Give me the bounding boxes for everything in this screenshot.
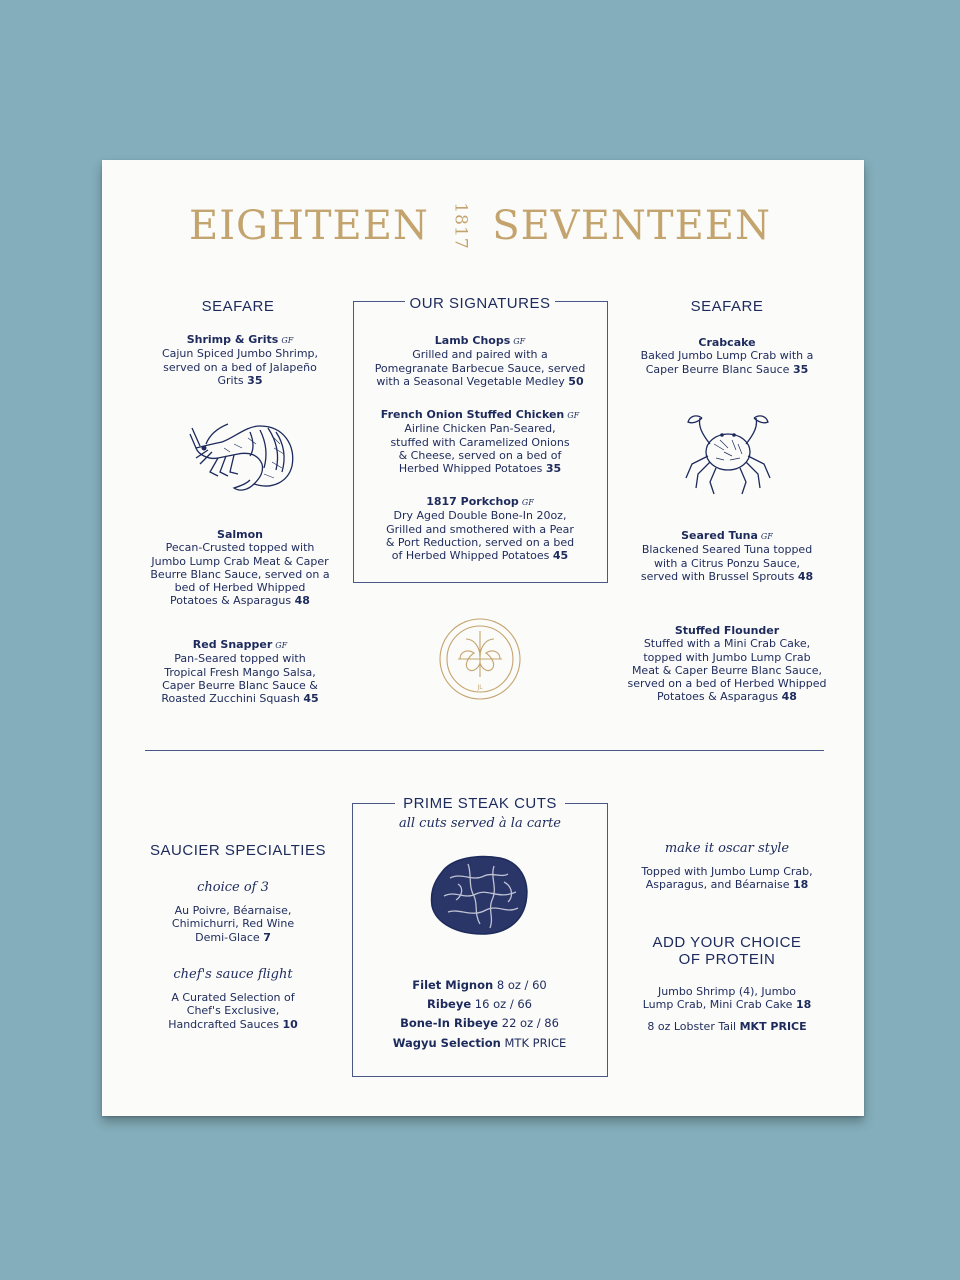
section-divider xyxy=(145,750,824,751)
gluten-free-badge: GF xyxy=(760,532,773,541)
protein-title xyxy=(617,934,837,968)
monogram-emblem xyxy=(438,617,522,701)
item-desc: with a Citrus Ponzu Sauce, xyxy=(653,556,801,570)
menu-item-seared-tuna xyxy=(617,529,837,583)
item-desc: Caper Beurre Blanc Sauce xyxy=(645,362,790,376)
item-desc: Demi-Glace xyxy=(195,930,260,944)
item-desc: Chimichurri, Red Wine xyxy=(171,917,295,931)
menu-item-salmon xyxy=(130,528,350,608)
steak-item xyxy=(352,1016,607,1030)
item-desc: Chef's Exclusive, xyxy=(186,1004,280,1018)
item-price: MKT PRICE xyxy=(739,1019,807,1033)
item-price: 35 xyxy=(545,462,562,476)
item-desc: Airline Chicken Pan-Seared, xyxy=(404,422,556,436)
item-desc: & Cheese, served on a bed of xyxy=(398,448,562,462)
item-desc: Meat & Caper Beurre Blanc Sauce, xyxy=(631,663,823,677)
item-name: Salmon xyxy=(217,528,263,541)
menu-item-lamb-chops xyxy=(360,334,600,388)
saucier-choice-label: choice of 3 xyxy=(197,880,269,895)
item-detail: 8 oz / 60 xyxy=(496,978,547,992)
item-price: 48 xyxy=(781,690,797,704)
brand-right: SEVENTEEN xyxy=(492,203,771,249)
item-price: 7 xyxy=(263,930,271,944)
item-name: French Onion Stuffed Chicken xyxy=(380,408,565,421)
brand-year: 1817 xyxy=(450,202,471,250)
item-name: Filet Mignon xyxy=(412,978,494,992)
item-desc: topped with Jumbo Lump Crab xyxy=(643,650,811,664)
item-desc: Pan-Seared topped with xyxy=(174,652,306,666)
saucier-choice-desc xyxy=(128,904,338,944)
item-name: Lamb Chops xyxy=(434,334,511,347)
item-name: Crabcake xyxy=(698,336,756,349)
item-price: 35 xyxy=(247,373,263,387)
item-name: Bone-In Ribeye xyxy=(400,1016,499,1030)
protein-title-line: ADD YOUR CHOICE xyxy=(652,934,802,951)
item-price: 18 xyxy=(792,878,809,892)
item-desc: Pecan-Crusted topped with xyxy=(165,541,315,555)
oscar-desc xyxy=(617,865,837,892)
item-desc: Potatoes & Asparagus xyxy=(170,594,292,608)
oscar-label: make it oscar style xyxy=(664,841,790,856)
item-price: 18 xyxy=(795,998,812,1012)
item-desc: Cajun Spiced Jumbo Shrimp, xyxy=(161,347,319,361)
item-desc: Roasted Zucchini Squash xyxy=(161,692,300,706)
item-price: 10 xyxy=(282,1017,298,1031)
item-desc: Jumbo Shrimp (4), Jumbo xyxy=(657,985,797,998)
item-desc: Grits xyxy=(217,373,244,387)
item-desc: Jumbo Lump Crab Meat & Caper xyxy=(151,554,329,568)
steak-item xyxy=(352,997,607,1011)
item-desc: Topped with Jumbo Lump Crab, xyxy=(641,865,813,878)
item-price: 35 xyxy=(792,362,809,376)
item-desc: served on a bed of Jalapeño xyxy=(163,360,317,374)
gluten-free-badge: GF xyxy=(521,498,534,507)
saucier-flight-label: chef's sauce flight xyxy=(173,967,293,982)
item-name: 1817 Porkchop xyxy=(426,495,519,508)
gluten-free-badge: GF xyxy=(513,337,526,346)
item-desc: A Curated Selection of xyxy=(171,991,295,1004)
item-desc: Au Poivre, Béarnaise, xyxy=(174,904,292,917)
item-detail: 16 oz / 66 xyxy=(474,997,532,1011)
item-desc: 8 oz Lobster Tail xyxy=(647,1019,737,1033)
shrimp-illustration xyxy=(188,414,300,494)
protein-options xyxy=(617,985,837,1033)
item-desc: served with Brussel Sprouts xyxy=(640,569,795,583)
gluten-free-badge: GF xyxy=(567,411,580,420)
item-desc: Herbed Whipped Potatoes xyxy=(398,462,543,476)
item-desc: Blackened Seared Tuna topped xyxy=(641,543,813,557)
saucier-flight-desc xyxy=(128,991,338,1031)
protein-title-line: OF PROTEIN xyxy=(678,951,776,968)
item-desc: Beurre Blanc Sauce, served on a xyxy=(150,567,330,581)
brand-wordmark xyxy=(0,200,960,252)
steak-illustration xyxy=(428,852,532,938)
steak-item xyxy=(352,978,607,992)
menu-item-stuffed-flounder xyxy=(612,624,842,704)
steaks-subtitle: all cuts served à la carte xyxy=(398,816,562,831)
item-desc: with a Seasonal Vegetable Medley xyxy=(376,374,565,388)
item-desc: Handcrafted Sauces xyxy=(168,1017,279,1031)
item-desc: Dry Aged Double Bone-In 20oz, xyxy=(393,509,567,523)
crab-illustration xyxy=(680,404,776,496)
item-name: Ribeye xyxy=(427,997,472,1011)
item-desc: Asparagus, and Béarnaise xyxy=(645,878,790,892)
menu-item-shrimp-grits xyxy=(130,333,350,387)
steaks-title: PRIME STEAK CUTS xyxy=(403,795,557,812)
gluten-free-badge: GF xyxy=(281,336,294,345)
item-detail: 22 oz / 86 xyxy=(501,1016,559,1030)
item-detail: MTK PRICE xyxy=(504,1036,567,1050)
right-seafare-title: SEAFARE xyxy=(690,298,764,315)
signatures-title: OUR SIGNATURES xyxy=(409,295,551,312)
item-desc: of Herbed Whipped Potatoes xyxy=(391,549,550,563)
item-desc: Grilled and smothered with a Pear xyxy=(386,522,574,536)
item-desc: Stuffed with a Mini Crab Cake, xyxy=(643,637,811,651)
item-name: Shrimp & Grits xyxy=(186,333,279,346)
item-desc: served on a bed of Herbed Whipped xyxy=(627,677,827,691)
item-desc: Grilled and paired with a xyxy=(412,348,548,362)
item-desc: & Port Reduction, served on a bed xyxy=(385,535,575,549)
item-name: Wagyu Selection xyxy=(392,1036,501,1050)
item-price: 45 xyxy=(552,549,569,563)
gluten-free-badge: GF xyxy=(275,641,288,650)
item-price: 48 xyxy=(294,594,310,608)
steak-item xyxy=(352,1036,607,1050)
item-price: 48 xyxy=(797,569,814,583)
item-desc: Baked Jumbo Lump Crab with a xyxy=(640,349,814,363)
item-name: Stuffed Flounder xyxy=(674,624,780,637)
item-price: 45 xyxy=(303,692,319,706)
menu-item-crabcake xyxy=(617,336,837,376)
item-desc: bed of Herbed Whipped xyxy=(174,581,306,595)
saucier-title: SAUCIER SPECIALTIES xyxy=(150,842,326,859)
item-desc: Potatoes & Asparagus xyxy=(657,690,779,704)
brand-left: EIGHTEEN xyxy=(189,203,429,249)
menu-item-red-snapper xyxy=(130,638,350,705)
left-seafare-title: SEAFARE xyxy=(201,298,275,315)
item-desc: Tropical Fresh Mango Salsa, xyxy=(164,665,316,679)
item-name: Seared Tuna xyxy=(681,529,758,542)
item-desc: Pomegranate Barbecue Sauce, served xyxy=(374,361,586,375)
menu-item-french-onion-chicken xyxy=(360,408,600,475)
menu-item-porkchop xyxy=(360,495,600,562)
item-desc: Caper Beurre Blanc Sauce & xyxy=(162,678,318,692)
item-name: Red Snapper xyxy=(192,638,273,651)
item-desc: stuffed with Caramelized Onions xyxy=(390,435,570,449)
item-desc: Lump Crab, Mini Crab Cake xyxy=(642,998,793,1012)
item-price: 50 xyxy=(568,374,584,388)
monogram-initials: JL xyxy=(477,684,483,691)
